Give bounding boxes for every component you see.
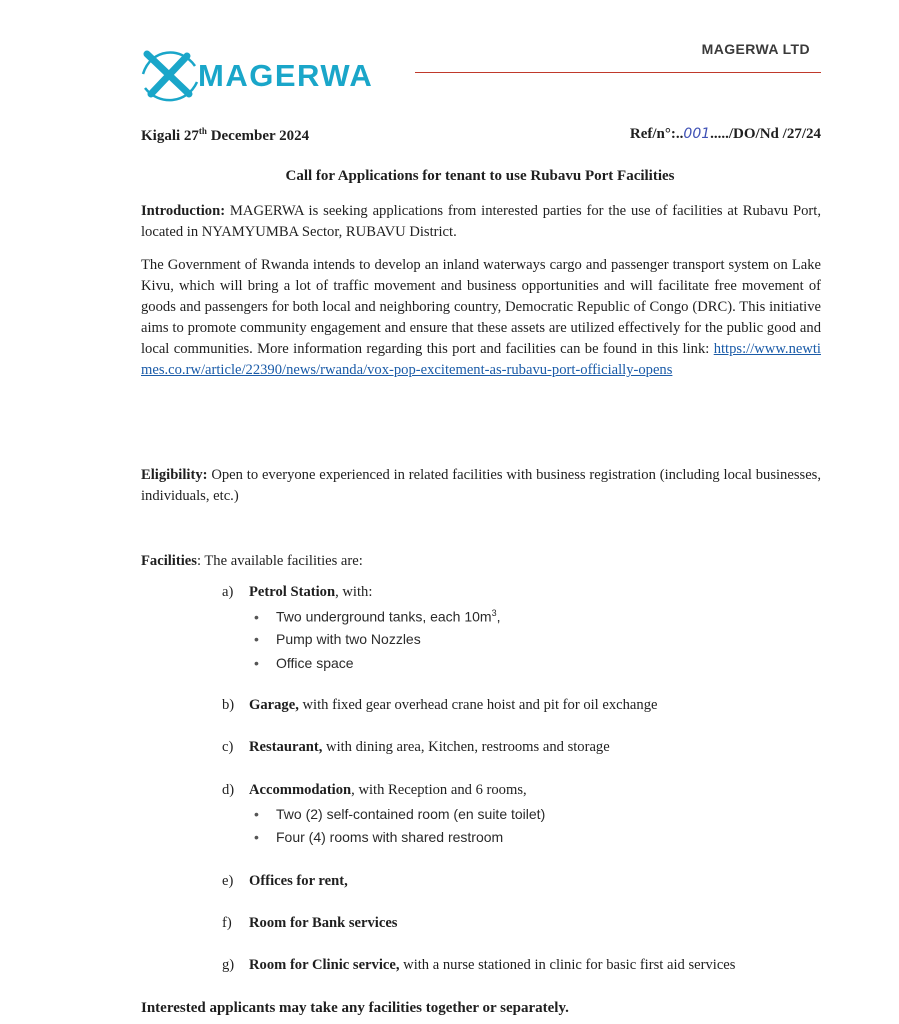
- list-item: d) Accommodation, with Reception and 6 rooms,: [222, 782, 527, 798]
- header-rule: [415, 72, 821, 73]
- ref-suffix: ...../DO/Nd /27/24: [710, 126, 821, 142]
- date-suffix: th: [198, 126, 207, 136]
- company-name: MAGERWA LTD: [701, 41, 810, 57]
- facilities-text: : The available facilities are:: [196, 553, 363, 569]
- list-item: g) Room for Clinic service, with a nurse stationed in clinic for basic first aid services: [222, 957, 736, 973]
- list-item: b) Garage, with fixed gear overhead crane hoist and pit for oil exchange: [222, 697, 658, 713]
- magerwa-logo: [141, 44, 411, 108]
- facilities-intro: [141, 551, 821, 572]
- closing-statement: Interested applicants may take any facilities together or separately.: [141, 1000, 569, 1016]
- ref-handwritten: 001: [683, 126, 711, 142]
- list-item: e) Offices for rent,: [222, 873, 348, 889]
- sub-list-item: • Two underground tanks, each $10m^3$,: [254, 608, 501, 625]
- sub-list-item: • Office space: [254, 655, 354, 671]
- logo-text: MAGERWA: [198, 58, 374, 93]
- logo-emblem-icon: [141, 44, 201, 108]
- bullet-icon: •: [254, 655, 259, 671]
- eligibility-text: Open to everyone experienced in related facilities with business registration (including local businesses, individuals, etc.): [141, 467, 821, 504]
- introduction-text: MAGERWA is seeking applications from interested parties for the use of facilities at Rubavu Port, located in NYAMYUMBA Sector, RUBAVU District.: [141, 203, 821, 240]
- list-item: c) Restaurant, with dining area, Kitchen, restrooms and storage: [222, 739, 610, 755]
- bullet-icon: •: [254, 829, 259, 845]
- document-title: Call for Applications for tenant to use Rubavu Port Facilities: [285, 168, 675, 184]
- introduction-paragraph: [141, 201, 821, 243]
- government-text: The Government of Rwanda intends to develop an inland waterways cargo and passenger transport system on Lake Kivu, which will bring a lot of traffic movement and business opportunities and will facilitate free movement of goods and passengers for both local and neighboring country, Democratic Republic of Congo (DRC). This initiative aims to promote community engagement and ensure that these assets are utilized effectively for the public good and local communities. More information regarding this port and facilities can be found in this link:: [141, 257, 821, 357]
- government-paragraph: [141, 255, 821, 381]
- introduction-label: Introduction:: [141, 203, 226, 219]
- list-item: f) Room for Bank services: [222, 915, 398, 931]
- eligibility-label: Eligibility:: [141, 467, 208, 483]
- eligibility-paragraph: [141, 465, 821, 507]
- date-place: Kigali 27: [141, 128, 199, 144]
- bullet-icon: •: [254, 608, 259, 625]
- ref-prefix: Ref/n°:..: [629, 126, 684, 142]
- sub-list-item: • Four (4) rooms with shared restroom: [254, 829, 504, 845]
- date-line: [141, 126, 309, 145]
- news-link[interactable]: https://www.newtimes.co.rw/article/22390/news/rwanda/vox-pop-excitement-as-rubavu-port-officially-opens: [141, 341, 821, 378]
- reference-number: [630, 126, 821, 143]
- date-rest: December 2024: [206, 128, 310, 144]
- facilities-label: Facilities: [141, 553, 197, 569]
- bullet-icon: •: [254, 806, 259, 822]
- list-item: a) Petrol Station, with:: [222, 584, 373, 600]
- sub-list-item: • Two (2) self-contained room (en suite toilet): [254, 806, 546, 822]
- sub-list-item: • Pump with two Nozzles: [254, 631, 421, 647]
- bullet-icon: •: [254, 631, 259, 647]
